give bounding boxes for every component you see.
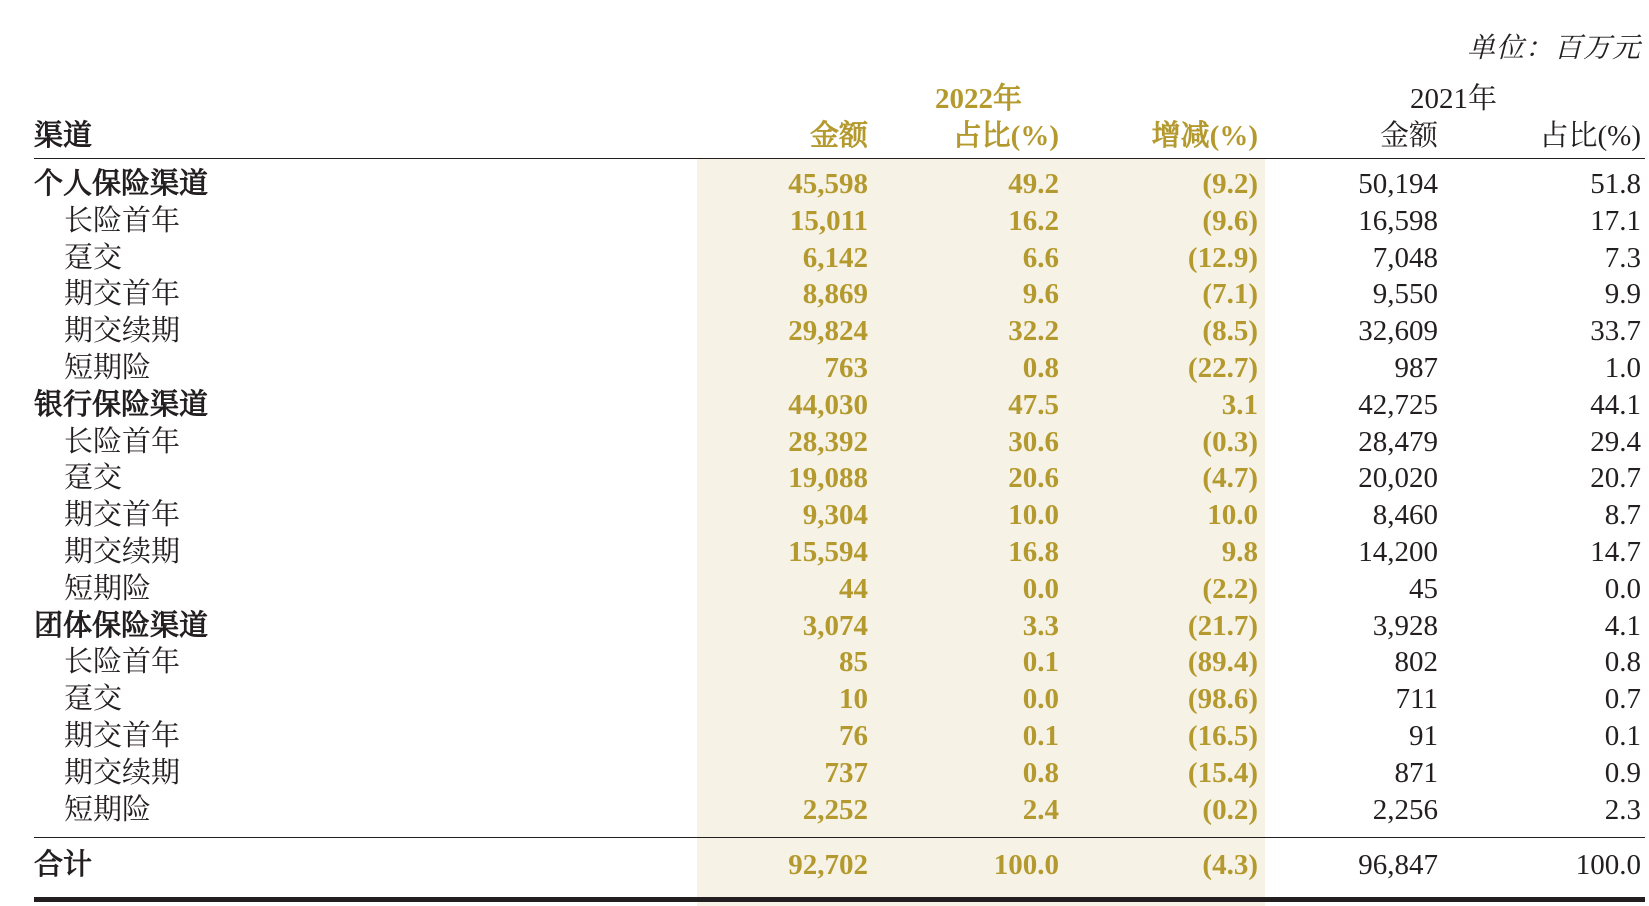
channel-header: 渠道 bbox=[34, 120, 93, 152]
table-row bbox=[0, 681, 1649, 718]
total-share-2021: 100.0 bbox=[1575, 849, 1641, 881]
row-label: 个人保险渠道 bbox=[34, 168, 209, 200]
share-2021-cell: 33.7 bbox=[1590, 315, 1641, 348]
amount-2021-cell: 3,928 bbox=[1372, 609, 1438, 642]
table-row bbox=[0, 276, 1649, 313]
change-cell: (0.2) bbox=[1202, 793, 1258, 826]
row-label: 期交首年 bbox=[64, 278, 181, 311]
change-cell: (4.7) bbox=[1202, 462, 1258, 495]
share-2021-cell: 0.8 bbox=[1604, 646, 1641, 679]
row-label: 银行保险渠道 bbox=[34, 388, 209, 421]
share-2022-cell: 32.2 bbox=[1008, 315, 1059, 348]
amount-2022-cell: 44,030 bbox=[788, 388, 868, 421]
share-2021-cell: 0.1 bbox=[1604, 719, 1641, 752]
row-label: 长险首年 bbox=[64, 204, 181, 237]
share-2021-cell: 1.0 bbox=[1604, 351, 1641, 384]
share-2021-cell: 2.3 bbox=[1604, 793, 1641, 826]
share-2022-cell: 0.1 bbox=[1022, 646, 1059, 679]
share-2022-cell: 20.6 bbox=[1008, 462, 1059, 495]
change-cell: 3.1 bbox=[1221, 388, 1258, 421]
amount-2022-cell: 15,011 bbox=[789, 204, 868, 237]
row-label: 短期险 bbox=[64, 351, 152, 384]
amount-2022-header: 金额 bbox=[809, 120, 868, 152]
row-label: 趸交 bbox=[64, 683, 123, 716]
share-2022-cell: 0.1 bbox=[1022, 719, 1059, 752]
share-2021-cell: 0.9 bbox=[1604, 756, 1641, 789]
table-row bbox=[0, 497, 1649, 534]
table-row-group bbox=[0, 608, 1649, 645]
amount-2022-cell: 76 bbox=[839, 719, 868, 752]
share-2022-cell: 16.2 bbox=[1008, 204, 1059, 237]
share-2022-cell: 30.6 bbox=[1008, 425, 1059, 458]
amount-2022-cell: 45,598 bbox=[788, 168, 868, 200]
share-2021-cell: 8.7 bbox=[1604, 499, 1641, 532]
amount-2021-cell: 50,194 bbox=[1358, 168, 1438, 200]
amount-2022-cell: 737 bbox=[824, 756, 868, 789]
amount-2022-cell: 763 bbox=[824, 351, 868, 384]
total-amount-2022: 92,702 bbox=[788, 849, 868, 881]
change-cell: (89.4) bbox=[1187, 646, 1258, 679]
share-2022-cell: 10.0 bbox=[1008, 499, 1059, 532]
share-2022-cell: 16.8 bbox=[1008, 535, 1059, 568]
row-label: 长险首年 bbox=[64, 646, 181, 679]
amount-2021-cell: 802 bbox=[1394, 646, 1438, 679]
amount-2022-cell: 10 bbox=[839, 683, 868, 716]
change-cell: (0.3) bbox=[1202, 425, 1258, 458]
table-row bbox=[0, 571, 1649, 608]
share-2022-cell: 49.2 bbox=[1008, 168, 1059, 200]
amount-2022-cell: 2,252 bbox=[802, 793, 868, 826]
row-label: 趸交 bbox=[64, 241, 123, 274]
total-rule bbox=[34, 837, 1645, 838]
share-2021-header: 占比(%) bbox=[1539, 120, 1641, 152]
share-2022-cell: 2.4 bbox=[1022, 793, 1059, 826]
amount-2021-cell: 16,598 bbox=[1358, 204, 1438, 237]
row-label: 期交续期 bbox=[64, 315, 181, 348]
change-cell: (9.2) bbox=[1202, 168, 1258, 200]
share-2022-header: 占比(%) bbox=[952, 120, 1059, 152]
row-label: 期交首年 bbox=[64, 719, 181, 752]
amount-2022-cell: 85 bbox=[839, 646, 868, 679]
table-row bbox=[0, 350, 1649, 387]
amount-2021-cell: 8,460 bbox=[1372, 499, 1438, 532]
header-rule bbox=[34, 158, 1645, 159]
table-row bbox=[0, 460, 1649, 497]
amount-2022-cell: 3,074 bbox=[802, 609, 868, 642]
table-row bbox=[0, 644, 1649, 681]
share-2021-cell: 51.8 bbox=[1590, 168, 1641, 200]
row-label: 短期险 bbox=[64, 793, 152, 826]
year-2022-header: 2022年 bbox=[935, 83, 1023, 115]
amount-2022-cell: 28,392 bbox=[788, 425, 868, 458]
share-2022-cell: 47.5 bbox=[1008, 388, 1059, 421]
amount-2021-cell: 14,200 bbox=[1358, 535, 1438, 568]
total-label: 合计 bbox=[34, 849, 93, 881]
amount-2021-cell: 2,256 bbox=[1372, 793, 1438, 826]
share-2022-cell: 6.6 bbox=[1022, 241, 1059, 274]
amount-2021-cell: 45 bbox=[1409, 572, 1438, 605]
share-2021-cell: 44.1 bbox=[1590, 388, 1641, 421]
share-2021-cell: 29.4 bbox=[1590, 425, 1641, 458]
change-header: 增减(%) bbox=[1151, 120, 1258, 152]
amount-2022-cell: 15,594 bbox=[788, 535, 868, 568]
amount-2022-cell: 44 bbox=[839, 572, 868, 605]
change-cell: 9.8 bbox=[1221, 535, 1258, 568]
amount-2021-cell: 20,020 bbox=[1358, 462, 1438, 495]
table-row bbox=[0, 424, 1649, 461]
row-label: 趸交 bbox=[64, 462, 123, 495]
total-amount-2021: 96,847 bbox=[1358, 849, 1438, 881]
change-cell: (8.5) bbox=[1202, 315, 1258, 348]
amount-2022-cell: 6,142 bbox=[802, 241, 868, 274]
unit-label: 单位：百万元 bbox=[1466, 33, 1641, 64]
change-cell: 10.0 bbox=[1207, 499, 1258, 532]
change-cell: (9.6) bbox=[1202, 204, 1258, 237]
table-row-group bbox=[0, 387, 1649, 424]
year-2021-header: 2021年 bbox=[1410, 83, 1498, 115]
row-label: 期交续期 bbox=[64, 756, 181, 789]
amount-2021-cell: 7,048 bbox=[1372, 241, 1438, 274]
total-row bbox=[0, 845, 1649, 885]
amount-2021-header: 金额 bbox=[1379, 120, 1438, 152]
table-row bbox=[0, 755, 1649, 792]
amount-2021-cell: 32,609 bbox=[1358, 315, 1438, 348]
row-label: 期交首年 bbox=[64, 499, 181, 532]
table-row bbox=[0, 203, 1649, 240]
change-cell: (15.4) bbox=[1187, 756, 1258, 789]
amount-2021-cell: 28,479 bbox=[1358, 425, 1438, 458]
share-2021-cell: 14.7 bbox=[1590, 535, 1641, 568]
share-2022-cell: 9.6 bbox=[1022, 278, 1059, 311]
table-body bbox=[0, 166, 1649, 828]
amount-2021-cell: 871 bbox=[1394, 756, 1438, 789]
table-row bbox=[0, 792, 1649, 829]
amount-2021-cell: 711 bbox=[1395, 683, 1438, 716]
change-cell: (7.1) bbox=[1202, 278, 1258, 311]
total-share-2022: 100.0 bbox=[993, 849, 1059, 881]
amount-2021-cell: 987 bbox=[1394, 351, 1438, 384]
change-cell: (98.6) bbox=[1187, 683, 1258, 716]
change-cell: (21.7) bbox=[1187, 609, 1258, 642]
table-row-group bbox=[0, 166, 1649, 203]
amount-2022-cell: 29,824 bbox=[788, 315, 868, 348]
row-label: 长险首年 bbox=[64, 425, 181, 458]
share-2021-cell: 20.7 bbox=[1590, 462, 1641, 495]
amount-2022-cell: 19,088 bbox=[788, 462, 868, 495]
table-row bbox=[0, 534, 1649, 571]
share-2022-cell: 3.3 bbox=[1022, 609, 1059, 642]
change-cell: (22.7) bbox=[1187, 351, 1258, 384]
share-2021-cell: 4.1 bbox=[1604, 609, 1641, 642]
bottom-rule bbox=[34, 897, 1645, 902]
amount-2022-cell: 8,869 bbox=[802, 278, 868, 311]
change-cell: (16.5) bbox=[1187, 719, 1258, 752]
change-cell: (12.9) bbox=[1187, 241, 1258, 274]
share-2021-cell: 17.1 bbox=[1590, 204, 1641, 237]
row-label: 短期险 bbox=[64, 572, 152, 605]
amount-2021-cell: 9,550 bbox=[1372, 278, 1438, 311]
total-change: (4.3) bbox=[1202, 849, 1258, 881]
table-row bbox=[0, 718, 1649, 755]
table-row bbox=[0, 240, 1649, 277]
amount-2021-cell: 42,725 bbox=[1358, 388, 1438, 421]
amount-2021-cell: 91 bbox=[1409, 719, 1438, 752]
row-label: 期交续期 bbox=[64, 535, 181, 568]
row-label: 团体保险渠道 bbox=[34, 609, 209, 642]
share-2022-cell: 0.0 bbox=[1022, 683, 1059, 716]
share-2022-cell: 0.0 bbox=[1022, 572, 1059, 605]
change-cell: (2.2) bbox=[1202, 572, 1258, 605]
share-2021-cell: 7.3 bbox=[1604, 241, 1641, 274]
amount-2022-cell: 9,304 bbox=[802, 499, 868, 532]
share-2021-cell: 0.0 bbox=[1604, 572, 1641, 605]
share-2022-cell: 0.8 bbox=[1022, 351, 1059, 384]
table-row bbox=[0, 313, 1649, 350]
share-2022-cell: 0.8 bbox=[1022, 756, 1059, 789]
share-2021-cell: 0.7 bbox=[1604, 683, 1641, 716]
share-2021-cell: 9.9 bbox=[1604, 278, 1641, 311]
